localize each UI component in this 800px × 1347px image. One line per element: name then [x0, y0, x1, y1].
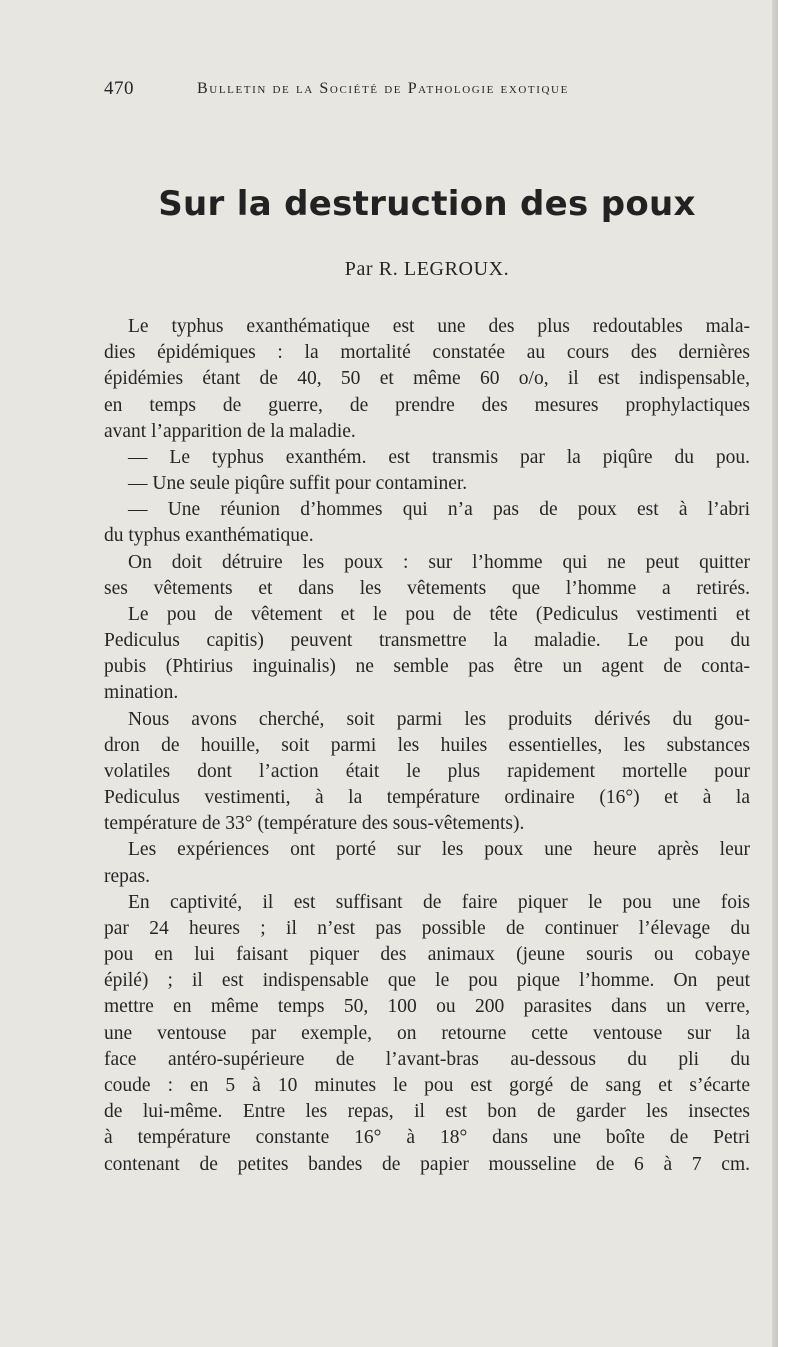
body-line: coude : en 5 à 10 minutes le pou est gorgé de sang et s’écarte: [104, 1074, 750, 1096]
body-line: face antéro-supérieure de l’avant-bras au-dessous du pli du: [104, 1048, 750, 1070]
body-line: — Une seule piqûre suffit pour contaminer.: [128, 473, 468, 495]
body-line: Pediculus capitis) peuvent transmettre la maladie. Le pou du: [104, 630, 750, 652]
body-line: température de 33° (température des sous-vêtements).: [104, 813, 525, 835]
body-line: Les expériences ont porté sur les poux une heure après leur: [128, 839, 750, 861]
page-number: 470: [104, 78, 134, 99]
body-line: mettre en même temps 50, 100 ou 200 parasites dans un verre,: [104, 996, 750, 1018]
body-line: repas.: [104, 865, 151, 887]
body-line: dron de houille, soit parmi les huiles essentielles, les substances: [104, 734, 750, 756]
body-line: En captivité, il est suffisant de faire piquer le pou une fois: [128, 891, 750, 913]
body-line: Nous avons cherché, soit parmi les produits dérivés du gou-: [128, 708, 750, 730]
body-line: pou en lui faisant piquer des animaux (jeune souris ou cobaye: [104, 944, 750, 966]
running-head: Bulletin de la Société de Pathologie exotique: [197, 80, 569, 97]
body-line: mination.: [104, 682, 179, 704]
body-line: par 24 heures ; il n’est pas possible de continuer l’élevage du: [104, 917, 750, 939]
article-author: Par R. LEGROUX.: [344, 258, 510, 280]
body-line: Le pou de vêtement et le pou de tête (Pediculus vestimenti et: [128, 603, 750, 625]
body-line: à température constante 16° à 18° dans une boîte de Petri: [104, 1127, 750, 1149]
body-line: ses vêtements et dans les vêtements que l’homme a retirés.: [104, 577, 750, 599]
body-line: de lui-même. Entre les repas, il est bon de garder les insectes: [104, 1101, 750, 1123]
article-title: Sur la destruction des poux: [158, 184, 696, 224]
body-line: On doit détruire les poux : sur l’homme qui ne peut quitter: [128, 551, 750, 573]
body-line: épidémies étant de 40, 50 et même 60 o/o, il est indispensable,: [104, 368, 750, 390]
body-line: épilé) ; il est indispensable que le pou pique l’homme. On peut: [104, 970, 750, 992]
body-line: dies épidémiques : la mortalité constatée au cours des dernières: [104, 342, 750, 364]
article-body: [104, 314, 750, 1178]
body-line: une ventouse par exemple, on retourne cette ventouse sur la: [104, 1022, 750, 1044]
body-line: Le typhus exanthématique est une des plus redoutables mala-: [128, 316, 750, 337]
body-line: du typhus exanthématique.: [104, 525, 314, 547]
body-line: — Le typhus exanthém. est transmis par la piqûre du pou.: [128, 446, 750, 468]
page-header: [104, 78, 754, 104]
body-line: avant l’apparition de la maladie.: [104, 420, 356, 442]
body-line: contenant de petites bandes de papier mousseline de 6 à 7 cm.: [104, 1153, 750, 1175]
body-line: Pediculus vestimenti, à la température ordinaire (16°) et à la: [104, 787, 750, 809]
body-line: en temps de guerre, de prendre des mesures prophylactiques: [104, 394, 750, 416]
body-line: volatiles dont l’action était le plus rapidement mortelle pour: [104, 760, 750, 782]
body-line: pubis (Phtirius inguinalis) ne semble pas être un agent de conta-: [104, 656, 750, 678]
body-line: — Une réunion d’hommes qui n’a pas de poux est à l’abri: [128, 499, 750, 521]
